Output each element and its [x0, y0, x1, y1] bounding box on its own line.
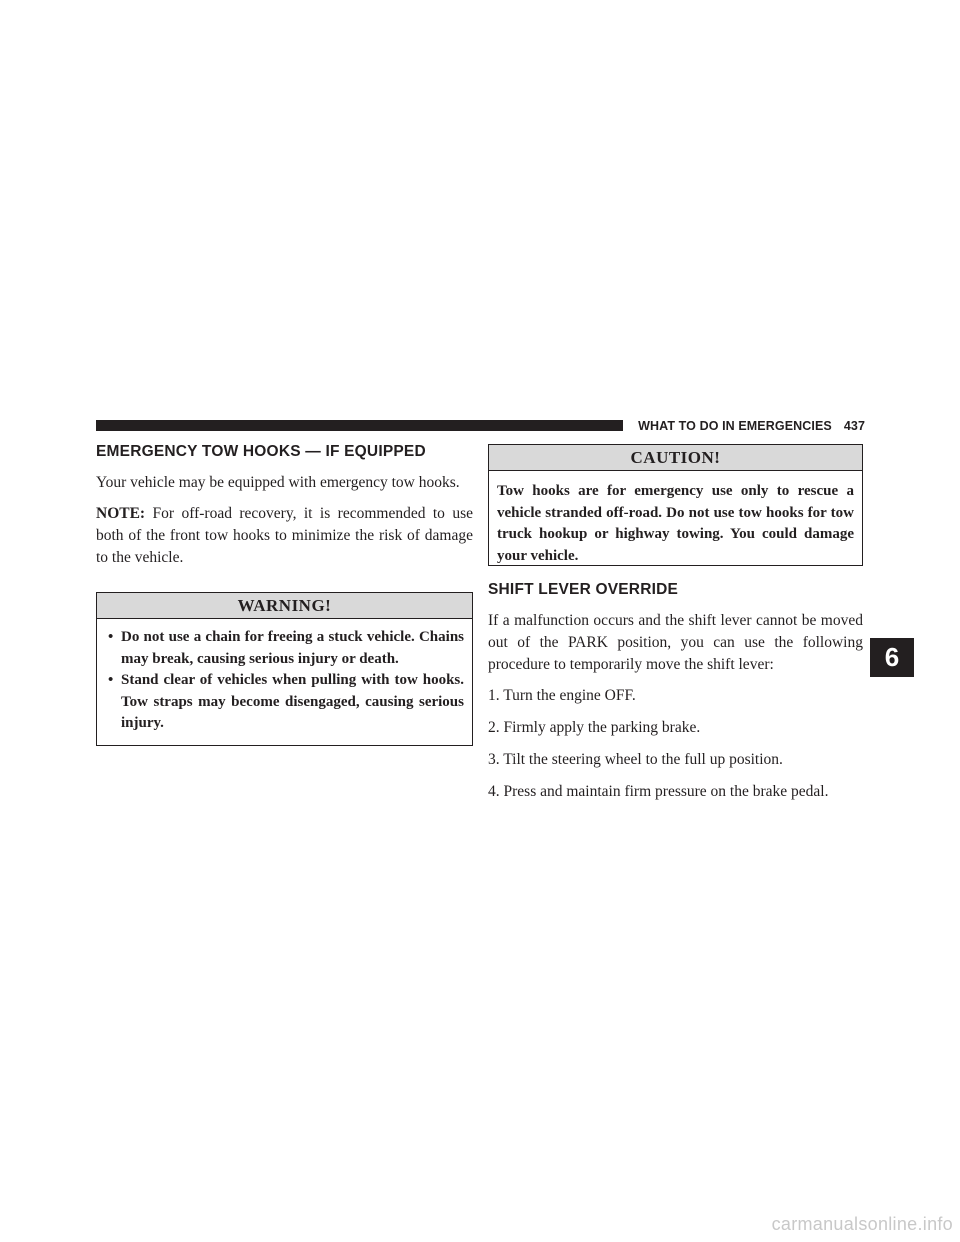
running-head — [633, 417, 865, 435]
right-column — [488, 444, 863, 813]
watermark: carmanualsonline.info — [771, 1214, 953, 1234]
warning-body — [97, 619, 472, 745]
step-item: 4. Press and maintain firm pressure on the brake pedal. — [488, 783, 829, 800]
warning-item-text: Stand clear of vehicles when pulling with tow hooks. Tow straps may become disengaged, causing serious injury. — [121, 672, 464, 731]
warning-item — [105, 627, 464, 670]
shift-lever-intro: If a malfunction occurs and the shift lever cannot be moved out of the PARK position, you can use the following procedure to temporarily move the shift lever: — [488, 612, 863, 673]
section-heading-tow-hooks: EMERGENCY TOW HOOKS — IF EQUIPPED — [96, 443, 426, 460]
chapter-tab: 6 — [870, 638, 914, 677]
header-rule — [96, 420, 623, 431]
page-number: 437 — [843, 419, 865, 433]
warning-box — [96, 592, 473, 746]
note-paragraph — [96, 503, 473, 569]
section-title: WHAT TO DO IN EMERGENCIES — [638, 419, 832, 433]
bullet-icon: • — [108, 672, 114, 688]
bullet-icon: • — [108, 629, 114, 645]
section-heading-shift-lever: SHIFT LEVER OVERRIDE — [488, 581, 679, 598]
step-item: 2. Firmly apply the parking brake. — [488, 719, 701, 736]
note-label: NOTE: — [96, 505, 146, 522]
warning-title: WARNING! — [97, 593, 472, 619]
caution-text: Tow hooks are for emergency use only to rescue a vehicle stranded off-road. Do not use tow hooks for tow truck hookup or highway towing. You could damage your vehicle. — [497, 483, 854, 564]
step-item: 1. Turn the engine OFF. — [488, 687, 636, 704]
warning-item-text: Do not use a chain for freeing a stuck vehicle. Chains may break, causing serious injury or death. — [121, 629, 464, 667]
procedure-steps — [488, 685, 863, 803]
caution-box — [488, 444, 863, 566]
step-item: 3. Tilt the steering wheel to the full up position. — [488, 751, 783, 768]
caution-title: CAUTION! — [489, 445, 862, 471]
tow-hooks-intro: Your vehicle may be equipped with emergency tow hooks. — [96, 474, 460, 491]
shift-lever-section — [488, 580, 863, 803]
warning-item — [105, 670, 464, 735]
note-text: For off-road recovery, it is recommended to use both of the front tow hooks to minimize the risk of damage to the vehicle. — [96, 505, 473, 566]
left-column — [96, 442, 473, 746]
